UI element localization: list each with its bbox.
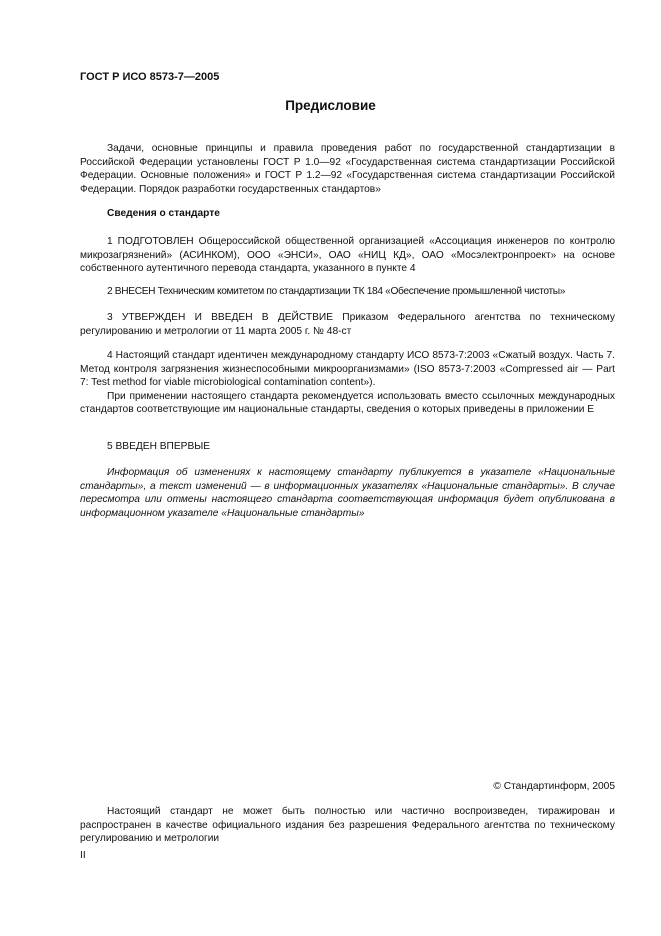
page-number: II bbox=[80, 850, 86, 861]
info-notice bbox=[80, 466, 615, 520]
item-1-text: 1 ПОДГОТОВЛЕН Общероссийской общественной организацией «Ассоциация инженеров по контролю микрозагрязнений» (АСИНКОМ), ООО «ЭНСИ», ОАО «НИЦ КД», ОАО «Мосэлектронпроект» на основе собственного аутентичного перевода стандарта, указанного в пункте 4 bbox=[80, 236, 615, 274]
info-notice-text: Информация об изменениях к настоящему стандарту публикуется в указателе «Национальные стандарты», а текст изменений — в информационных указателях «Национальные стандарты». В случае пересмотра или отмены настоящего стандарта соответствующая информация будет опубликована в информационном указателе «Национальные стандарты» bbox=[80, 467, 615, 519]
item-2 bbox=[80, 285, 615, 299]
reproduction-notice bbox=[80, 805, 615, 846]
copyright-line: © Стандартинформ, 2005 bbox=[493, 781, 615, 792]
item-3 bbox=[80, 311, 615, 338]
item-4-note-text: При применении настоящего стандарта рекомендуется использовать вместо ссылочных международных стандартов соответствующие им национальные стандарты, сведения о которых приведены в приложении Е bbox=[80, 390, 615, 415]
section-heading: Сведения о стандарте bbox=[107, 208, 220, 219]
intro-paragraph bbox=[80, 142, 615, 196]
item-1 bbox=[80, 235, 615, 276]
item-5 bbox=[80, 440, 615, 454]
item-3-text: 3 УТВЕРЖДЕН И ВВЕДЕН В ДЕЙСТВИЕ Приказом Федерального агентства по техническому регулированию и метрологии от 11 марта 2005 г. № 48-ст bbox=[80, 312, 615, 337]
item-5-text: 5 ВВЕДЕН ВПЕРВЫЕ bbox=[107, 441, 211, 452]
item-4 bbox=[80, 349, 615, 417]
document-header: ГОСТ Р ИСО 8573-7—2005 bbox=[80, 71, 220, 83]
intro-text: Задачи, основные принципы и правила проведения работ по государственной стандартизации в Российской Федерации установлены ГОСТ Р 1.0—92 «Государственная система стандартизации Российской Федерации. Основные положения» и ГОСТ Р 1.2—92 «Государственная система стандартизации Российской Федерации. Порядок разработки государственных стандартов» bbox=[80, 143, 615, 195]
reproduction-notice-text: Настоящий стандарт не может быть полностью или частично воспроизведен, тиражирован и распространен в качестве официального издания без разрешения Федерального агентства по техническому регулированию и метрологии bbox=[80, 806, 615, 844]
page-title: Предисловие bbox=[285, 98, 376, 113]
item-4-text: 4 Настоящий стандарт идентичен международному стандарту ИСО 8573-7:2003 «Сжатый воздух. Часть 7. Метод контроля загрязнения жизнеспособными микроорганизмами» (ISO 8573-7:2003 «Compressed air — Part 7: Test method for viable microbiological contamination content»). bbox=[80, 350, 615, 388]
item-2-text: 2 ВНЕСЕН Техническим комитетом по стандартизации ТК 184 «Обеспечение промышленной чистоты» bbox=[107, 286, 566, 297]
